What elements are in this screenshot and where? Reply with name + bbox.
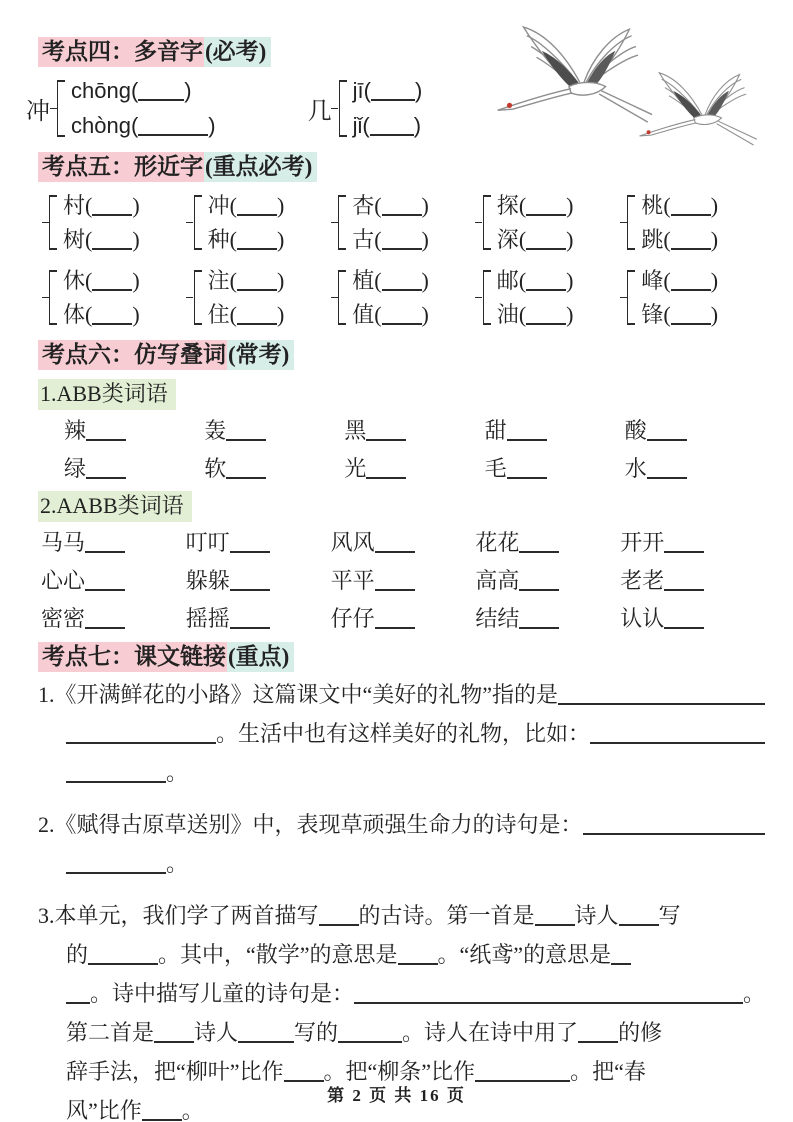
blank-line [647, 436, 687, 441]
blank-line [375, 586, 415, 591]
word-char: 软 [204, 456, 227, 481]
text-run: 写 [658, 903, 681, 928]
polyphone-group [308, 76, 423, 141]
blank-line [382, 320, 422, 325]
aabb-item [41, 528, 186, 557]
blank-line [226, 474, 266, 479]
text-run: 的古诗。第一首是 [358, 903, 535, 928]
pair-bottom-char: 油 [496, 302, 519, 327]
abb-subhead: 1.ABB类词语 [38, 379, 176, 410]
blank-line [230, 586, 270, 591]
aabb-item [186, 566, 331, 595]
word-char: 花花 [475, 530, 520, 555]
abb-item [485, 416, 625, 445]
blank-line [366, 474, 406, 479]
blank-line [671, 286, 711, 291]
blank-line [507, 474, 547, 479]
blank-line [86, 436, 126, 441]
aabb-item [620, 604, 765, 633]
word-char: 摇摇 [185, 606, 230, 631]
text-run: 。生活中也有这样美好的礼物，比如： [216, 721, 591, 746]
pair-top-char: 探 [496, 193, 519, 218]
text-run: 2.《赋得古原草送别》中，表现草顽强生命力的诗句是： [38, 812, 583, 837]
brace [483, 195, 492, 250]
word-char: 黑 [344, 418, 367, 443]
reading-row: jǐ( ) [352, 113, 422, 138]
blank-line [66, 778, 166, 783]
blank-line [526, 211, 566, 216]
word-char: 马马 [41, 530, 86, 555]
blank-line [237, 211, 277, 216]
text-run: 。 [166, 760, 189, 785]
word-char: 认认 [620, 606, 665, 631]
blank-line [66, 869, 166, 874]
aabb-subhead: 2.AABB类词语 [38, 491, 192, 522]
reading-row: chōng( ) [71, 78, 192, 103]
similar-characters-exercise [38, 191, 765, 329]
blank-line [237, 320, 277, 325]
blank-line [375, 624, 415, 629]
brace [627, 270, 636, 325]
word-char: 躲躲 [185, 568, 230, 593]
word-char: 密密 [41, 606, 86, 631]
blank-line [398, 960, 438, 965]
blank-line [671, 320, 711, 325]
text-run: 3.本单元，我们学了两首描写 [38, 903, 319, 928]
blank-line [230, 548, 270, 553]
word-char: 开开 [620, 530, 665, 555]
text-run: 。诗人在诗中用了 [402, 1020, 579, 1045]
blank-line [338, 1038, 402, 1043]
section5-tag: (重点必考) [204, 152, 317, 182]
blank-line [85, 586, 125, 591]
abb-item [64, 454, 204, 483]
blank-line [370, 131, 414, 136]
pair-bottom-char: 住 [207, 302, 230, 327]
text-run: 。诗中描写儿童的诗句是： [90, 981, 355, 1006]
pair-bottom-char: 种 [207, 227, 230, 252]
abb-item [625, 454, 765, 483]
section6-tag: (常考) [227, 340, 294, 370]
pair-top-char: 注 [207, 268, 230, 293]
aabb-item [620, 566, 765, 595]
brace [338, 270, 347, 325]
pair-bottom-char: 古 [352, 227, 375, 252]
text-run: 。 [742, 981, 765, 1006]
aabb-item [186, 528, 331, 557]
character-pair: 休( ) 体( ) [42, 266, 187, 329]
blank-line [92, 245, 132, 250]
brace [49, 195, 58, 250]
blank-line [92, 286, 132, 291]
pair-bottom-char: 值 [352, 302, 375, 327]
text-run: 的修 [618, 1020, 663, 1045]
group-char: 几 [307, 99, 332, 125]
word-char: 老老 [620, 568, 665, 593]
abb-item [485, 454, 625, 483]
character-pair: 冲( ) 种( ) [187, 191, 332, 254]
text-run: 的 [66, 942, 89, 967]
text-run: 辞手法，把“柳叶”比作 [66, 1059, 284, 1084]
blank-line [237, 286, 277, 291]
aabb-item [331, 528, 476, 557]
blank-line [86, 474, 126, 479]
blank-line [85, 548, 125, 553]
brace [338, 195, 347, 250]
section6-header [38, 339, 765, 371]
brace [49, 270, 58, 325]
blank-line [92, 320, 132, 325]
blank-line [382, 245, 422, 250]
character-pair: 邮( ) 油( ) [476, 266, 621, 329]
blank-line [238, 1038, 294, 1043]
word-char: 叮叮 [185, 530, 230, 555]
aabb-item [475, 604, 620, 633]
blank-line [66, 739, 216, 744]
character-pair: 峰( ) 锋( ) [620, 266, 765, 329]
pair-top-char: 休 [63, 268, 86, 293]
blank-line [88, 960, 158, 965]
blank-line [319, 921, 359, 926]
group-char: 冲 [26, 99, 50, 125]
abb-item [204, 454, 344, 483]
blank-line [375, 548, 415, 553]
text-run: 。 [181, 1098, 204, 1122]
blank-line [66, 999, 90, 1004]
blank-line [583, 830, 765, 835]
word-char: 绿 [64, 456, 87, 481]
question-1 [38, 675, 765, 792]
cranes-illustration [475, 22, 787, 170]
blank-line [590, 739, 765, 744]
section4-tag: (必考) [204, 37, 271, 67]
pair-top-char: 植 [352, 268, 375, 293]
question-2 [38, 805, 765, 883]
pair-bottom-char: 跳 [641, 227, 664, 252]
word-char: 仔仔 [330, 606, 375, 631]
aabb-item [620, 528, 765, 557]
blank-line [671, 211, 711, 216]
brace [57, 80, 66, 137]
character-pair: 村( ) 树( ) [42, 191, 187, 254]
word-char: 酸 [624, 418, 647, 443]
aabb-item [41, 604, 186, 633]
blank-line [382, 211, 422, 216]
text-run: 第二首是 [66, 1020, 155, 1045]
blank-line [526, 286, 566, 291]
blank-line [138, 131, 208, 136]
brace [339, 80, 348, 137]
blank-line [366, 436, 406, 441]
blank-line [664, 624, 704, 629]
blank-line [535, 921, 575, 926]
section7-header [38, 641, 765, 673]
pair-top-char: 桃 [641, 193, 664, 218]
text-run: 。“纸鸢”的意思是 [437, 942, 612, 967]
blank-line [611, 960, 631, 965]
aabb-item [331, 604, 476, 633]
character-pair: 探( ) 深( ) [476, 191, 621, 254]
blank-line [647, 474, 687, 479]
blank-line [138, 96, 184, 101]
word-char: 辣 [64, 418, 87, 443]
blank-line [558, 700, 765, 705]
blank-line [382, 286, 422, 291]
abb-word-list [38, 416, 765, 483]
text-run: 风”比作 [66, 1098, 142, 1122]
character-pair: 注( ) 住( ) [187, 266, 332, 329]
aabb-item [186, 604, 331, 633]
aabb-item [475, 566, 620, 595]
pair-top-char: 邮 [496, 268, 519, 293]
blank-line [85, 624, 125, 629]
pair-top-char: 杏 [352, 193, 375, 218]
brace [194, 270, 203, 325]
abb-item [204, 416, 344, 445]
blank-line [671, 245, 711, 250]
polyphone-group [26, 76, 216, 141]
section6-title: 考点六：仿写叠词 [38, 340, 227, 370]
pair-top-char: 冲 [207, 193, 230, 218]
word-char: 毛 [484, 456, 507, 481]
word-char: 平平 [330, 568, 375, 593]
section7-tag: (重点) [227, 642, 294, 672]
character-pair: 植( ) 值( ) [331, 266, 476, 329]
pinyin-reading: jī [352, 78, 364, 103]
word-char: 风风 [330, 530, 375, 555]
pair-top-char: 村 [63, 193, 86, 218]
character-pair: 杏( ) 古( ) [331, 191, 476, 254]
blank-line [664, 586, 704, 591]
text-run: 。其中，“散学”的意思是 [158, 942, 398, 967]
reading-row: chòng( ) [71, 113, 216, 138]
blank-line [519, 624, 559, 629]
text-run: 1.《开满鲜花的小路》这篇课文中“美好的礼物”指的是 [38, 682, 559, 707]
blank-line [578, 1038, 618, 1043]
aabb-item [331, 566, 476, 595]
aabb-item [475, 528, 620, 557]
word-char: 甜 [484, 418, 507, 443]
pair-bottom-char: 树 [63, 227, 86, 252]
text-run: 。把“柳条”比作 [323, 1059, 476, 1084]
text-run: 。把“春 [570, 1059, 646, 1084]
blank-line [664, 548, 704, 553]
text-run: 。 [166, 851, 189, 876]
brace [194, 195, 203, 250]
blank-line [371, 96, 415, 101]
blank-line [519, 548, 559, 553]
brace [627, 195, 636, 250]
page-footer: 第 2 页 共 16 页 [327, 1086, 466, 1105]
word-char: 高高 [475, 568, 520, 593]
abb-item [64, 416, 204, 445]
pair-bottom-char: 体 [63, 302, 86, 327]
character-pair: 桃( ) 跳( ) [620, 191, 765, 254]
text-run: 写的 [294, 1020, 339, 1045]
blank-line [507, 436, 547, 441]
blank-line [619, 921, 659, 926]
aabb-word-list [38, 528, 765, 633]
word-char: 光 [344, 456, 367, 481]
text-run: 诗人 [574, 903, 619, 928]
brace [483, 270, 492, 325]
blank-line [526, 245, 566, 250]
blank-line [142, 1116, 182, 1121]
text-run: 诗人 [194, 1020, 239, 1045]
blank-line [519, 586, 559, 591]
blank-line [154, 1038, 194, 1043]
pair-bottom-char: 锋 [641, 302, 664, 327]
pinyin-reading: chōng [71, 78, 131, 103]
section5-title: 考点五：形近字 [38, 152, 204, 182]
abb-item [344, 454, 484, 483]
pinyin-reading: chòng [71, 113, 131, 138]
abb-item [625, 416, 765, 445]
section4-title: 考点四：多音字 [38, 37, 204, 67]
aabb-item [41, 566, 186, 595]
blank-line [237, 245, 277, 250]
word-char: 结结 [475, 606, 520, 631]
pair-top-char: 峰 [641, 268, 664, 293]
section7-title: 考点七：课文链接 [38, 642, 227, 672]
blank-line [354, 999, 743, 1004]
abb-item [344, 416, 484, 445]
blank-line [526, 320, 566, 325]
pair-bottom-char: 深 [496, 227, 519, 252]
blank-line [226, 436, 266, 441]
reading-row: jī( ) [352, 78, 423, 103]
blank-line [92, 211, 132, 216]
word-char: 水 [624, 456, 647, 481]
word-char: 心心 [41, 568, 86, 593]
pinyin-reading: jǐ [352, 113, 363, 138]
blank-line [230, 624, 270, 629]
word-char: 轰 [204, 418, 227, 443]
